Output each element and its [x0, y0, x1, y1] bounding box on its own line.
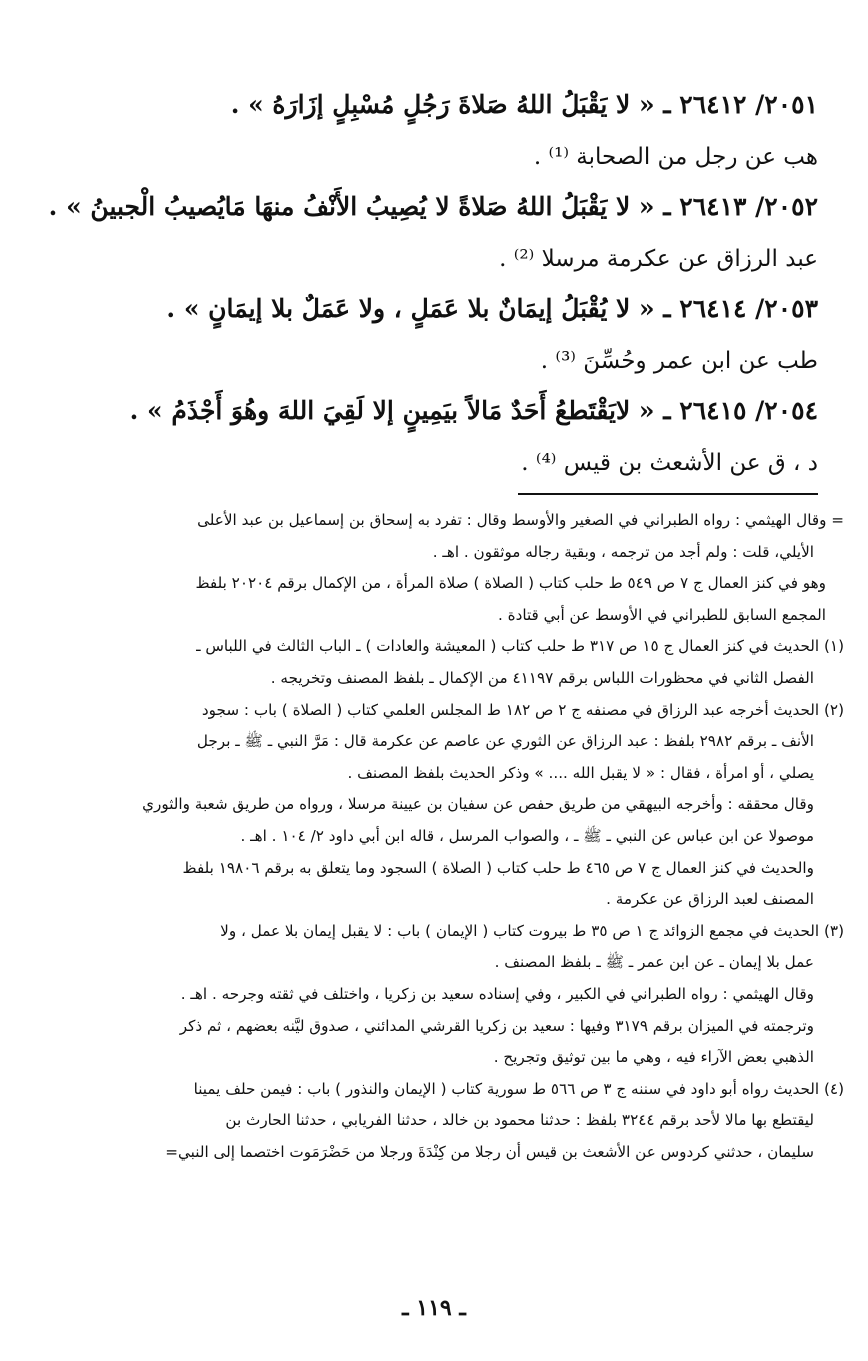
hadith-text: ٢٠٥٣/ ٢٦٤١٤ ـ « لا يُقْبَلُ إيمَانٌ بلا عَمَلٍ ، ولا عَمَلٌ بلا إيمَانٍ » . — [166, 294, 818, 323]
footnote-line: الذهبي بعض الآراء فيه ، وهي ما بين توثيق وتجريح . — [493, 1048, 814, 1067]
hadith-text: ٢٠٥٤/ ٢٦٤١٥ ـ « لايَقْتَطعُ أَحَدٌ مَالاً بيَمِينٍ إلا لَقِيَ اللهَ وهُوَ أَجْذَمُ » . — [129, 396, 818, 425]
hadith-source: هب عن رجل من الصحابة ⁽¹⁾ . — [533, 144, 818, 170]
footnote-line: وترجمته في الميزان برقم ٣١٧٩ وفيها : سعيد بن زكريا القرشي المدائني ، صدوق ليَّنه بعضهم ، ثم ذكر — [179, 1016, 814, 1035]
hadith-text: ٢٠٥١/ ٢٦٤١٢ ـ « لا يَقْبَلُ اللهُ صَلاةَ رَجُلٍ مُسْبِلٍ إزَارَهُ » . — [230, 90, 818, 119]
page-number: ـ ١١٩ ـ — [402, 1295, 466, 1321]
hadith-source: طب عن ابن عمر وحُسِّنَ ⁽³⁾ . — [540, 348, 818, 374]
footnote-line: موصولا عن ابن عباس عن النبي ـ ﷺ ـ ، والصواب المرسل ، قاله ابن أبي داود ٢/ ١٠٤ . اهـ . — [240, 826, 814, 845]
footnote-3 — [24, 916, 844, 1074]
footnote-line: (٣) الحديث في مجمع الزوائد ج ١ ص ٣٥ ط بيروت كتاب ( الإيمان ) باب : لا يقبل إيمان بلا عمل ، ولا — [220, 921, 844, 940]
footnote-line: سليمان ، حدثني كردوس عن الأشعث بن قيس أن رجلا من كِنْدَةَ ورجلا من حَضْرَمَوت اختصما إلى النبي= — [165, 1142, 814, 1161]
footnote-line: وهو في كنز العمال ج ٧ ص ٥٤٩ ط حلب كتاب ( الصلاة ) صلاة المرأة ، من الإكمال برقم ٢٠٢٠٤ بلفظ — [195, 574, 826, 593]
footnote-line: (١) الحديث في كنز العمال ج ١٥ ص ٣١٧ ط حلب كتاب ( المعيشة والعادات ) ـ الباب الثالث في اللباس ـ — [196, 637, 844, 656]
footnote-line: = وقال الهيثمي : رواه الطبراني في الصغير والأوسط وقال : تفرد به إسحاق بن إسماعيل بن عبد الأعلى — [197, 511, 844, 529]
footnote-line: الأيلي، قلت : ولم أجد من ترجمه ، وبقية رجاله موثقون . اهـ . — [432, 542, 814, 561]
hadith-text: ٢٠٥٢/ ٢٦٤١٣ ـ « لا يَقْبَلُ اللهُ صَلاةً لا يُصِيبُ الأَنْفُ منهَا مَايُصيبُ الْجبينُ » . — [48, 192, 818, 221]
hadith-source: عبد الرزاق عن عكرمة مرسلا ⁽²⁾ . — [499, 246, 818, 272]
hadith-list — [40, 80, 818, 488]
footnote-line: (٤) الحديث رواه أبو داود في سننه ج ٣ ص ٥٦٦ ط سورية كتاب ( الإيمان والنذور ) باب : فيمن حلف يمينا — [193, 1079, 844, 1098]
footnote-line: المصنف لعبد الرزاق عن عكرمة . — [606, 890, 814, 909]
footnote-continuation — [24, 505, 844, 631]
hadith-source: د ، ق عن الأشعث بن قيس ⁽⁴⁾ . — [521, 450, 818, 476]
footnote-divider — [518, 493, 818, 495]
footnote-line: الأنف ـ برقم ٢٩٨٢ بلفظ : عبد الرزاق عن الثوري عن عاصم عن عكرمة قال : مَرَّ النبي ـ ﷺ ـ برجل — [196, 732, 814, 751]
footnote-line: وقال الهيثمي : رواه الطبراني في الكبير ، وفي إسناده سعيد بن زكريا ، واختلف في ثقته وجرحه . اهـ . — [180, 984, 814, 1003]
footnote-line: الفصل الثاني في محظورات اللباس برقم ٤١١٩٧ من الإكمال ـ بلفظ المصنف وتخريجه . — [270, 668, 814, 687]
footnote-line: ليقتطع بها مالا لأحد برقم ٣٢٤٤ بلفظ : حدثنا محمود بن خالد ، حدثنا الفريابي ، حدثنا الحارث بن — [225, 1111, 814, 1130]
footnote-4 — [24, 1074, 844, 1169]
footnote-line: يصلي ، أو امرأة ، فقال : « لا يقبل الله .... » وذكر الحديث بلفظ المصنف . — [347, 763, 814, 782]
footnote-line: (٢) الحديث أخرجه عبد الرزاق في مصنفه ج ٢ ص ١٨٢ ط المجلس العلمي كتاب ( الصلاة ) باب : سجود — [201, 700, 844, 719]
footnote-line: عمل بلا إيمان ـ عن ابن عمر ـ ﷺ ـ بلفظ المصنف . — [494, 953, 814, 972]
footnote-line: وقال محققه : وأخرجه البيهقي من طريق حفص عن سفيان بن عيينة مرسلا ، ورواه من طريق شعبة والثوري — [142, 795, 814, 814]
footnote-2 — [24, 695, 844, 916]
footnote-1 — [24, 631, 844, 694]
footnote-line: والحديث في كنز العمال ج ٧ ص ٤٦٥ ط حلب كتاب ( الصلاة ) السجود وما يتعلق به برقم ١٩٨٠٦ بلفظ — [182, 858, 814, 877]
footnote-line: المجمع السابق للطبراني في الأوسط عن أبي قتادة . — [497, 605, 826, 624]
footnotes — [24, 505, 844, 1168]
